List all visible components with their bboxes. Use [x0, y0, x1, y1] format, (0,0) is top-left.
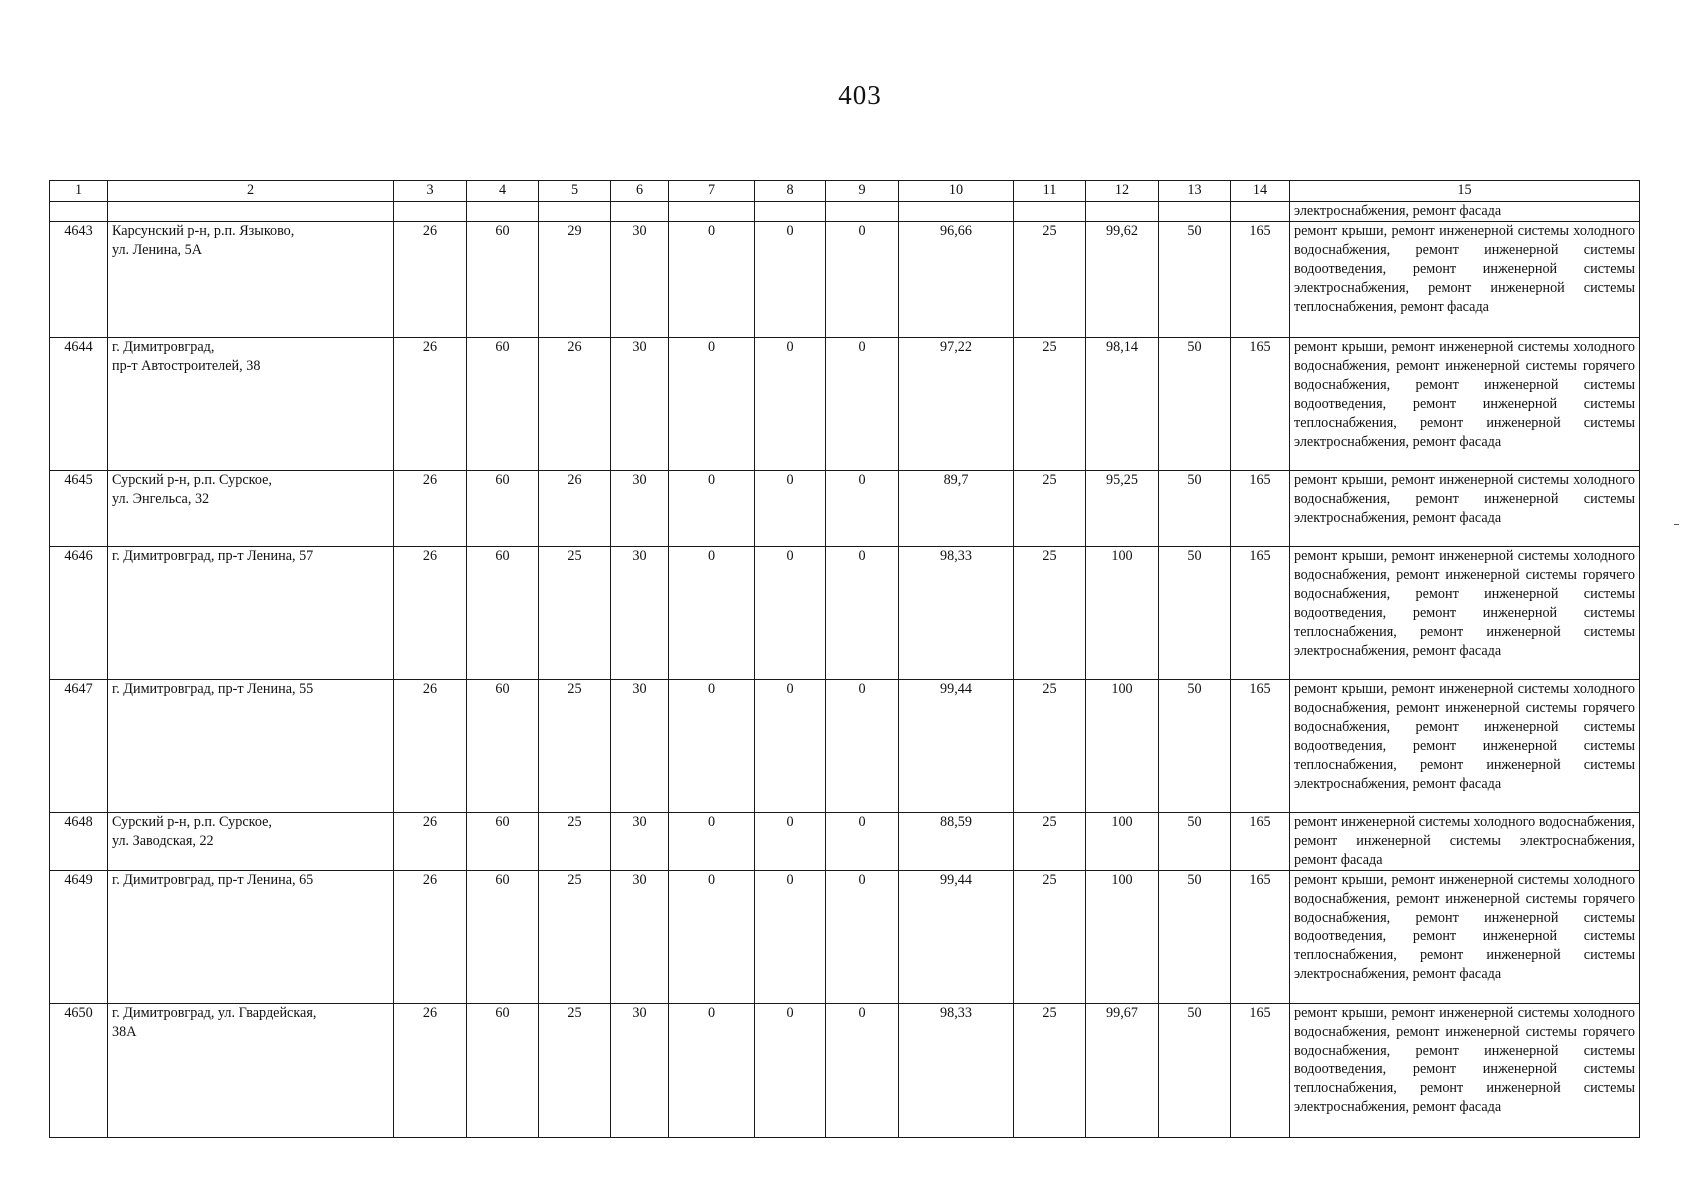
value-cell-c3: 26 [394, 222, 467, 338]
value-cell-c14: 165 [1231, 813, 1290, 871]
column-header: 8 [755, 181, 826, 202]
table-row [50, 813, 1640, 871]
value-cell-c5: 26 [539, 338, 611, 471]
column-header: 11 [1014, 181, 1086, 202]
value-cell-c7: 0 [669, 222, 755, 338]
value-cell-c10: 99,44 [899, 680, 1014, 813]
value-cell-c12: 100 [1086, 813, 1159, 871]
address-cell: Сурский р-н, р.п. Сурское, ул. Энгельса, 32 [108, 471, 394, 547]
row-number-cell: 4645 [50, 471, 108, 547]
value-cell-c12: 100 [1086, 547, 1159, 680]
column-header: 6 [611, 181, 669, 202]
row-number-cell: 4648 [50, 813, 108, 871]
value-cell-c6: 30 [611, 870, 669, 1003]
value-cell-c7: 0 [669, 471, 755, 547]
column-header: 13 [1159, 181, 1231, 202]
value-cell-c13: 50 [1159, 471, 1231, 547]
value-cell-c13: 50 [1159, 870, 1231, 1003]
value-cell-c10: 98,33 [899, 1003, 1014, 1137]
value-cell-c14: 165 [1231, 547, 1290, 680]
value-cell-c7: 0 [669, 813, 755, 871]
value-cell-c3: 26 [394, 870, 467, 1003]
value-cell-c13: 50 [1159, 813, 1231, 871]
value-cell-c14: 165 [1231, 870, 1290, 1003]
value-cell-c7: 0 [669, 338, 755, 471]
value-cell-c9: 0 [826, 813, 899, 871]
value-cell-c4: 60 [467, 870, 539, 1003]
value-cell-c12: 99,67 [1086, 1003, 1159, 1137]
works-cell: ремонт крыши, ремонт инженерной системы холодного водоснабжения, ремонт инженерной системы горячего водоснабжения, ремонт инженерной системы водоотведения, ремонт инженерной системы теплоснабжения, ремонт инженерной системы электроснабжения, ремонт фасада [1290, 547, 1640, 680]
value-cell-c8: 0 [755, 1003, 826, 1137]
address-cell: г. Димитровград, пр-т Ленина, 57 [108, 547, 394, 680]
value-cell-c13: 50 [1159, 1003, 1231, 1137]
value-cell-c14: 165 [1231, 222, 1290, 338]
value-cell-c11: 25 [1014, 870, 1086, 1003]
value-cell-c6: 30 [611, 680, 669, 813]
value-cell-c11: 25 [1014, 547, 1086, 680]
value-cell-c11: 25 [1014, 680, 1086, 813]
row-number-cell: 4650 [50, 1003, 108, 1137]
table-row [50, 222, 1640, 338]
scan-mark [1674, 524, 1679, 525]
row-number-cell: 4647 [50, 680, 108, 813]
value-cell-c5: 25 [539, 680, 611, 813]
value-cell-c7: 0 [669, 1003, 755, 1137]
value-cell-c6: 30 [611, 547, 669, 680]
value-cell-c8: 0 [755, 813, 826, 871]
column-header: 10 [899, 181, 1014, 202]
value-cell-c10: 96,66 [899, 222, 1014, 338]
value-cell-c10: 88,59 [899, 813, 1014, 871]
works-cell: ремонт крыши, ремонт инженерной системы холодного водоснабжения, ремонт инженерной системы горячего водоснабжения, ремонт инженерной системы водоотведения, ремонт инженерной системы теплоснабжения, ремонт инженерной системы электроснабжения, ремонт фасада [1290, 870, 1640, 1003]
value-cell-c12: 100 [1086, 680, 1159, 813]
value-cell-c4: 60 [467, 1003, 539, 1137]
value-cell-c8: 0 [755, 680, 826, 813]
works-cell: ремонт крыши, ремонт инженерной системы холодного водоснабжения, ремонт инженерной системы горячего водоснабжения, ремонт инженерной системы водоотведения, ремонт инженерной системы теплоснабжения, ремонт инженерной системы электроснабжения, ремонт фасада [1290, 1003, 1640, 1137]
value-cell-c14: 165 [1231, 471, 1290, 547]
value-cell-c3: 26 [394, 680, 467, 813]
value-cell-c9: 0 [826, 680, 899, 813]
column-header: 3 [394, 181, 467, 202]
value-cell-c6: 30 [611, 471, 669, 547]
value-cell-c7: 0 [669, 547, 755, 680]
column-header: 14 [1231, 181, 1290, 202]
value-cell-c9: 0 [826, 1003, 899, 1137]
address-cell: г. Димитровград, пр-т Автостроителей, 38 [108, 338, 394, 471]
column-header: 9 [826, 181, 899, 202]
value-cell-c8: 0 [755, 547, 826, 680]
value-cell-c9: 0 [826, 222, 899, 338]
value-cell-c14: 165 [1231, 1003, 1290, 1137]
value-cell-c6: 30 [611, 222, 669, 338]
value-cell-c3: 26 [394, 1003, 467, 1137]
value-cell-c14: 165 [1231, 338, 1290, 471]
row-number-cell: 4644 [50, 338, 108, 471]
table-row [50, 680, 1640, 813]
value-cell-c13: 50 [1159, 680, 1231, 813]
address-cell: г. Димитровград, пр-т Ленина, 55 [108, 680, 394, 813]
value-cell-c8: 0 [755, 471, 826, 547]
page-number: 403 [838, 80, 882, 110]
address-cell: Карсунский р-н, р.п. Языково, ул. Ленина, 5А [108, 222, 394, 338]
value-cell-c10: 99,44 [899, 870, 1014, 1003]
value-cell-c12: 95,25 [1086, 471, 1159, 547]
value-cell-c4: 60 [467, 471, 539, 547]
continuation-works-cell: электроснабжения, ремонт фасада [1290, 202, 1640, 222]
column-number-header-row [50, 181, 1640, 202]
value-cell-c3: 26 [394, 813, 467, 871]
value-cell-c10: 89,7 [899, 471, 1014, 547]
value-cell-c12: 99,62 [1086, 222, 1159, 338]
works-cell: ремонт крыши, ремонт инженерной системы холодного водоснабжения, ремонт инженерной системы горячего водоснабжения, ремонт инженерной системы водоотведения, ремонт инженерной системы теплоснабжения, ремонт инженерной системы электроснабжения, ремонт фасада [1290, 680, 1640, 813]
value-cell-c13: 50 [1159, 338, 1231, 471]
value-cell-c11: 25 [1014, 338, 1086, 471]
value-cell-c9: 0 [826, 471, 899, 547]
value-cell-c5: 29 [539, 222, 611, 338]
value-cell-c8: 0 [755, 222, 826, 338]
works-cell: ремонт крыши, ремонт инженерной системы холодного водоснабжения, ремонт инженерной системы водоотведения, ремонт инженерной системы электроснабжения, ремонт инженерной системы теплоснабжения, ремонт фасада [1290, 222, 1640, 338]
value-cell-c9: 0 [826, 338, 899, 471]
value-cell-c8: 0 [755, 870, 826, 1003]
value-cell-c4: 60 [467, 222, 539, 338]
value-cell-c10: 97,22 [899, 338, 1014, 471]
repair-register-table [49, 180, 1640, 1138]
value-cell-c7: 0 [669, 870, 755, 1003]
row-number-cell: 4643 [50, 222, 108, 338]
works-cell: ремонт крыши, ремонт инженерной системы холодного водоснабжения, ремонт инженерной системы электроснабжения, ремонт фасада [1290, 471, 1640, 547]
table-row [50, 1003, 1640, 1137]
value-cell-c13: 50 [1159, 222, 1231, 338]
works-cell: ремонт крыши, ремонт инженерной системы холодного водоснабжения, ремонт инженерной системы горячего водоснабжения, ремонт инженерной системы водоотведения, ремонт инженерной системы теплоснабжения, ремонт инженерной системы электроснабжения, ремонт фасада [1290, 338, 1640, 471]
value-cell-c4: 60 [467, 338, 539, 471]
column-header: 12 [1086, 181, 1159, 202]
value-cell-c5: 25 [539, 547, 611, 680]
value-cell-c13: 50 [1159, 547, 1231, 680]
value-cell-c8: 0 [755, 338, 826, 471]
value-cell-c4: 60 [467, 813, 539, 871]
address-cell: г. Димитровград, ул. Гвардейская, 38А [108, 1003, 394, 1137]
column-header: 7 [669, 181, 755, 202]
value-cell-c7: 0 [669, 680, 755, 813]
value-cell-c3: 26 [394, 338, 467, 471]
value-cell-c9: 0 [826, 870, 899, 1003]
value-cell-c11: 25 [1014, 813, 1086, 871]
value-cell-c5: 25 [539, 870, 611, 1003]
value-cell-c3: 26 [394, 471, 467, 547]
value-cell-c9: 0 [826, 547, 899, 680]
value-cell-c4: 60 [467, 680, 539, 813]
value-cell-c5: 26 [539, 471, 611, 547]
column-header: 2 [108, 181, 394, 202]
row-number-cell: 4646 [50, 547, 108, 680]
table-row [50, 338, 1640, 471]
value-cell-c5: 25 [539, 1003, 611, 1137]
address-cell: Сурский р-н, р.п. Сурское, ул. Заводская, 22 [108, 813, 394, 871]
value-cell-c11: 25 [1014, 1003, 1086, 1137]
works-cell: ремонт инженерной системы холодного водоснабжения, ремонт инженерной системы электроснабжения, ремонт фасада [1290, 813, 1640, 871]
value-cell-c6: 30 [611, 1003, 669, 1137]
value-cell-c4: 60 [467, 547, 539, 680]
table-row [50, 870, 1640, 1003]
column-header: 4 [467, 181, 539, 202]
column-header: 5 [539, 181, 611, 202]
value-cell-c12: 100 [1086, 870, 1159, 1003]
value-cell-c6: 30 [611, 813, 669, 871]
value-cell-c12: 98,14 [1086, 338, 1159, 471]
value-cell-c3: 26 [394, 547, 467, 680]
row-number-cell: 4649 [50, 870, 108, 1003]
table-row [50, 471, 1640, 547]
column-header: 15 [1290, 181, 1640, 202]
address-cell: г. Димитровград, пр-т Ленина, 65 [108, 870, 394, 1003]
table-row [50, 547, 1640, 680]
value-cell-c6: 30 [611, 338, 669, 471]
column-header: 1 [50, 181, 108, 202]
value-cell-c5: 25 [539, 813, 611, 871]
value-cell-c14: 165 [1231, 680, 1290, 813]
value-cell-c11: 25 [1014, 471, 1086, 547]
continuation-row [50, 202, 1640, 222]
value-cell-c10: 98,33 [899, 547, 1014, 680]
value-cell-c11: 25 [1014, 222, 1086, 338]
